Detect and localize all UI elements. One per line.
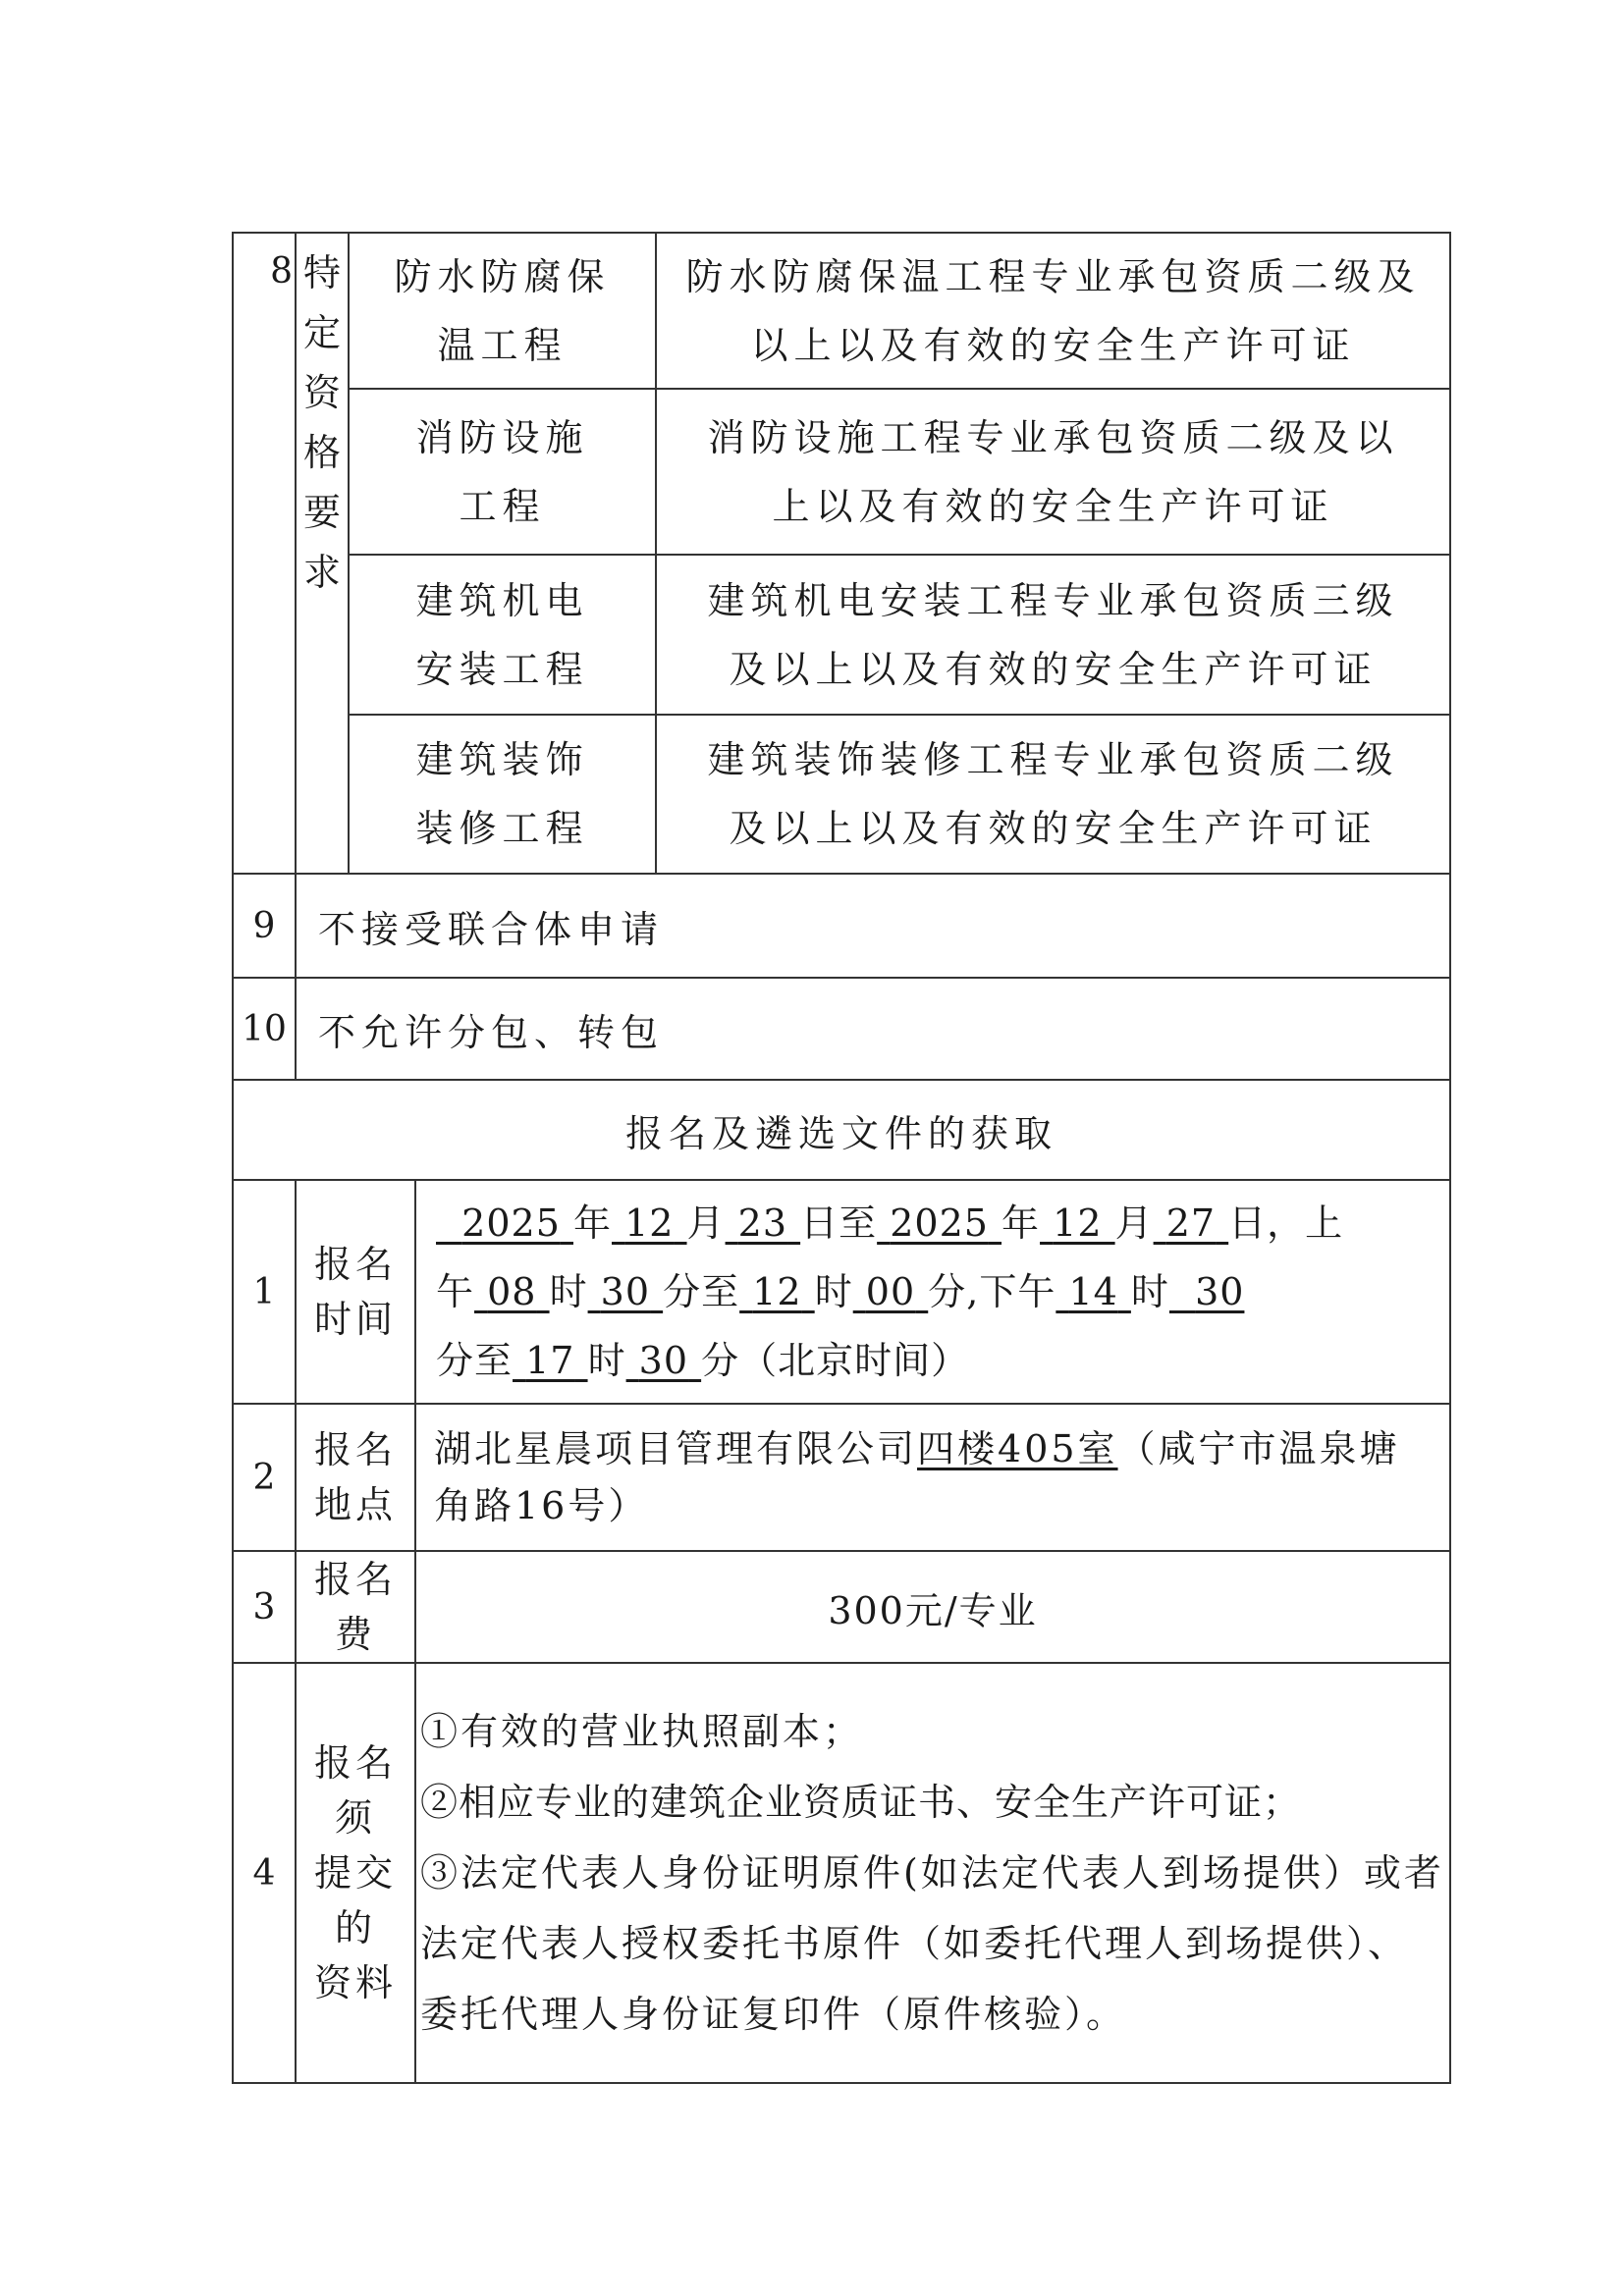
- category-char: 特: [302, 251, 341, 294]
- category-char: 求: [302, 551, 341, 594]
- row-number: 3: [233, 1551, 296, 1663]
- reg-place-label: 报名 地点: [296, 1404, 415, 1551]
- table-row: [233, 1404, 1450, 1551]
- document-page: [232, 232, 1449, 2084]
- reg-place-detail: 湖北星晨项目管理有限公司四楼405室（咸宁市温泉塘角路16号）: [415, 1404, 1450, 1551]
- specialty-requirement: 防水防腐保温工程专业承包资质二级及 以上以及有效的安全生产许可证: [656, 233, 1450, 389]
- category-vertical-label: [296, 233, 349, 874]
- list-item: ②相应专业的建筑企业资质证书、安全生产许可证；: [420, 1781, 1302, 1824]
- joint-venture-note: 不接受联合体申请: [296, 874, 1450, 978]
- table-row: [233, 715, 1450, 874]
- table-row: [233, 555, 1450, 715]
- table-row: [233, 1663, 1450, 2083]
- reg-docs-list: [415, 1663, 1450, 2083]
- table-row: [233, 1080, 1450, 1180]
- reg-fee-value: 300元/专业: [415, 1551, 1450, 1663]
- specialty-requirement: 消防设施工程专业承包资质二级及以 上以及有效的安全生产许可证: [656, 389, 1450, 555]
- list-item: ③法定代表人身份证明原件(如法定代表人到场提供）或者法定代表人授权委托书原件（如委托代理人到场提供）、委托代理人身份证复印件（原件核验）。: [420, 1851, 1444, 2036]
- reg-time-label: 报名 时间: [296, 1180, 415, 1404]
- table-row: [233, 1551, 1450, 1663]
- category-char: 定: [302, 311, 341, 354]
- category-char: 要: [302, 491, 341, 534]
- table-row: [233, 1180, 1450, 1404]
- specialty-name: 消防设施 工程: [349, 389, 656, 555]
- category-char: 格: [302, 431, 341, 474]
- table-row: [233, 233, 1450, 389]
- specialty-name: 建筑装饰 装修工程: [349, 715, 656, 874]
- info-table: [232, 232, 1451, 2084]
- row-number: 1: [233, 1180, 296, 1404]
- specialty-requirement: 建筑装饰装修工程专业承包资质二级 及以上以及有效的安全生产许可证: [656, 715, 1450, 874]
- reg-docs-label: 报名须 提交的 资料: [296, 1663, 415, 2083]
- row-number: 8: [233, 233, 296, 874]
- row-number: 2: [233, 1404, 296, 1551]
- subcontract-note: 不允许分包、转包: [296, 978, 1450, 1080]
- specialty-name: 建筑机电 安装工程: [349, 555, 656, 715]
- row-number: 4: [233, 1663, 296, 2083]
- row-number: 10: [233, 978, 296, 1080]
- list-item: ①有效的营业执照副本；: [420, 1710, 864, 1753]
- reg-time-detail: 2025 年 12 月 23 日至 2025 年 12 月 27 日，上午 08 时 30 分至 12 时 00 分,下午 14 时 30 分至 17 时 30 分（北京时间）: [415, 1180, 1450, 1404]
- table-row: [233, 874, 1450, 978]
- specialty-requirement: 建筑机电安装工程专业承包资质三级 及以上以及有效的安全生产许可证: [656, 555, 1450, 715]
- table-row: [233, 978, 1450, 1080]
- row-number: 9: [233, 874, 296, 978]
- table-row: [233, 389, 1450, 555]
- specialty-name: 防水防腐保 温工程: [349, 233, 656, 389]
- reg-fee-label: 报名费: [296, 1551, 415, 1663]
- category-char: 资: [302, 371, 341, 414]
- section-title: 报名及遴选文件的获取: [233, 1080, 1450, 1180]
